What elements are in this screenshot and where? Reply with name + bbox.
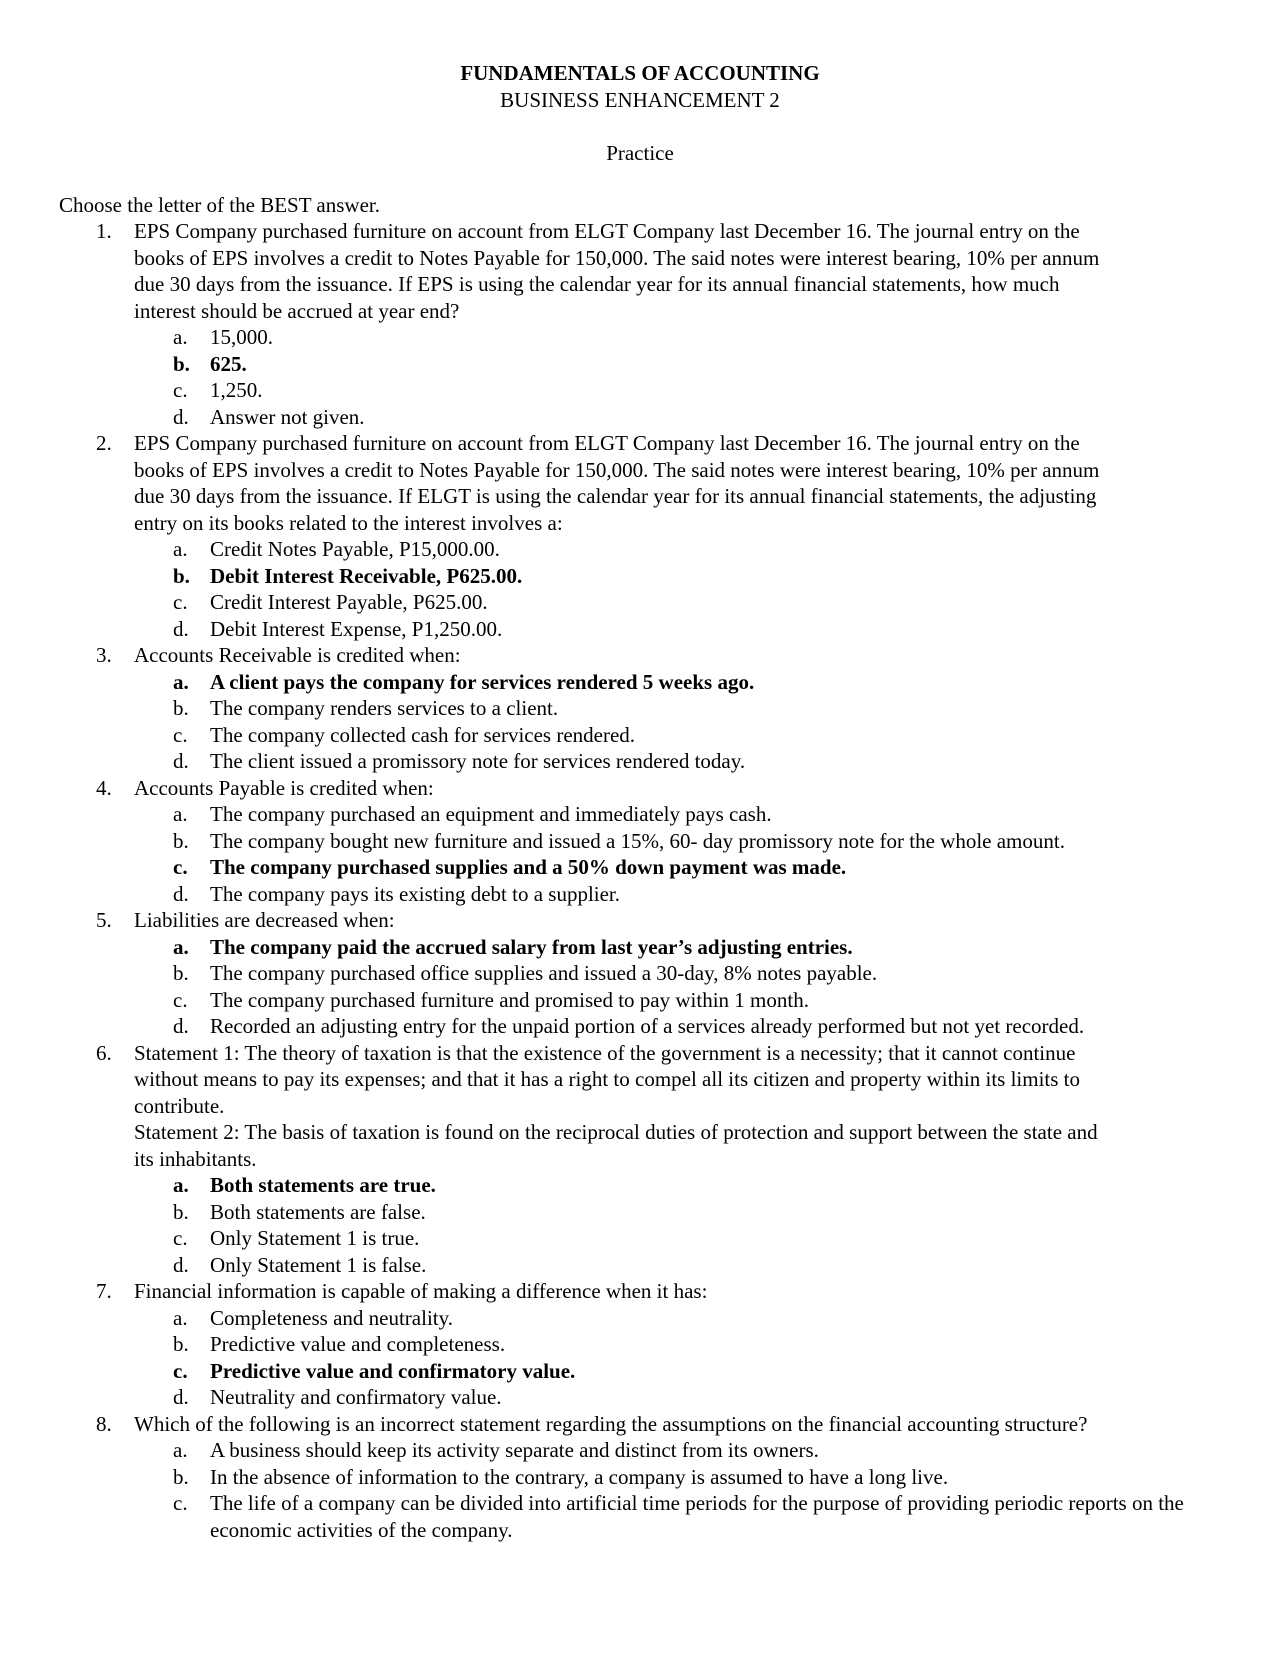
answer-option-a [0,1172,1210,1199]
option-text: The company purchased office supplies and issued a 30-day, 8% notes payable. [210,961,878,985]
option-text: A business should keep its activity separate and distinct from its owners. [210,1438,819,1462]
answer-option-b [0,563,1210,590]
option-letter: a. [173,325,188,349]
question-number: 1. [96,219,112,243]
option-text: The company purchased furniture and promised to pay within 1 month. [210,987,809,1012]
option-letter: b. [173,828,189,853]
answer-option-a [0,669,1210,696]
answer-option-c [0,1490,1210,1543]
answer-option-a [0,934,1210,961]
option-text: Credit Interest Payable, P625.00. [210,590,488,614]
answer-option-d [0,1252,1210,1279]
question-text-line: Statement 1: The theory of taxation is that the existence of the government is a necessity; that it cannot continue [134,1040,1076,1065]
option-text: Credit Notes Payable, P15,000.00. [210,537,500,561]
document-subtitle: BUSINESS ENHANCEMENT 2 [500,88,780,112]
option-text: The company pays its existing debt to a supplier. [210,881,621,906]
answer-option-d [0,1013,1210,1040]
question-number: 4. [96,775,112,800]
answer-option-b [0,1199,1210,1226]
question-text-line: books of EPS involves a credit to Notes Payable for 150,000. The said notes were interest bearing, 10% per annum [134,245,1100,270]
option-letter: d. [173,1252,189,1277]
option-text: The client issued a promissory note for services rendered today. [210,749,746,773]
answer-option-a [0,324,1210,351]
option-letter: c. [173,378,188,402]
option-text: Debit Interest Receivable, P625.00. [210,563,523,588]
option-text: Only Statement 1 is true. [210,1226,420,1250]
option-letter: b. [173,1332,189,1356]
option-letter: c. [173,1226,188,1250]
answer-option-c [0,854,1210,881]
option-text: Both statements are false. [210,1199,426,1224]
option-text: 1,250. [210,378,263,402]
option-text: In the absence of information to the contrary, a company is assumed to have a long live. [210,1464,949,1489]
option-text: Answer not given. [210,404,365,429]
option-text: The company purchased an equipment and immediately pays cash. [210,802,772,826]
question-text-line: EPS Company purchased furniture on account from ELGT Company last December 16. The journal entry on the [134,219,1080,243]
option-letter: d. [173,881,189,906]
option-text: Predictive value and completeness. [210,1332,506,1356]
option-text: A client pays the company for services rendered 5 weeks ago. [210,669,755,694]
question-text-line: Liabilities are decreased when: [134,908,395,932]
option-letter: d. [173,1014,189,1038]
answer-option-d [0,1384,1210,1411]
question-text-line: due 30 days from the issuance. If ELGT is using the calendar year for its annual financial statements, the adjusting [134,484,1097,508]
option-letter: a. [173,1438,188,1462]
option-letter: c. [173,722,188,747]
option-text: The company renders services to a client. [210,696,559,720]
question-number: 8. [96,1411,112,1436]
question-6 [0,1040,1209,1173]
answer-option-c [0,722,1210,749]
question-text-line: EPS Company purchased furniture on account from ELGT Company last December 16. The journal entry on the [134,431,1080,455]
answer-option-c [0,1358,1210,1385]
option-letter: d. [173,1385,189,1409]
document-title: FUNDAMENTALS OF ACCOUNTING [460,61,820,85]
question-text-line: Accounts Receivable is credited when: [134,643,461,667]
option-letter: d. [173,749,189,773]
question-list [0,218,1280,1543]
option-letter: d. [173,404,189,429]
answer-option-b [0,1464,1210,1491]
question-1 [0,218,1209,324]
option-text: The company collected cash for services rendered. [210,722,636,747]
option-text: Both statements are true. [210,1173,436,1197]
option-text: The life of a company can be divided into artificial time periods for the purpose of providing periodic reports on the economic activities of the company. [210,1491,1184,1542]
option-text: Neutrality and confirmatory value. [210,1385,502,1409]
answer-option-b [0,828,1210,855]
answer-option-c [0,1225,1210,1252]
question-2 [0,430,1209,536]
question-number: 7. [96,1279,112,1303]
answer-option-b [0,351,1210,378]
answer-option-d [0,404,1210,431]
question-3 [0,642,1209,669]
option-letter: b. [173,351,190,376]
question-text-line: Accounts Payable is credited when: [134,775,434,800]
question-number: 2. [96,431,112,455]
answer-option-c [0,589,1210,616]
question-text-line: entry on its books related to the interest involves a: [134,510,563,535]
question-7 [0,1278,1209,1305]
option-text: Only Statement 1 is false. [210,1252,427,1277]
option-letter: c. [173,987,188,1012]
document-practice-label: Practice [606,141,674,165]
option-letter: c. [173,855,188,879]
answer-option-a [0,1437,1210,1464]
answer-option-d [0,616,1210,643]
instructions: Choose the letter of the BEST answer. [59,193,380,217]
question-5 [0,907,1209,934]
option-text: Recorded an adjusting entry for the unpaid portion of a services already performed but not yet recorded. [210,1014,1085,1038]
answer-option-a [0,801,1210,828]
option-letter: c. [173,1491,188,1515]
option-letter: a. [173,537,188,561]
answer-option-b [0,695,1210,722]
option-letter: a. [173,1173,189,1197]
option-text: 625. [210,351,247,376]
question-text-line: Financial information is capable of making a difference when it has: [134,1279,708,1303]
question-text-line: its inhabitants. [134,1146,257,1171]
question-text-line: books of EPS involves a credit to Notes Payable for 150,000. The said notes were interest bearing, 10% per annum [134,457,1100,482]
option-text: 15,000. [210,325,273,349]
answer-option-c [0,987,1210,1014]
option-letter: b. [173,1464,189,1489]
question-text-line: without means to pay its expenses; and that it has a right to compel all its citizen and property within its limits to [134,1067,1081,1091]
option-letter: a. [173,802,188,826]
option-letter: a. [173,934,189,959]
question-number: 6. [96,1040,112,1065]
question-number: 5. [96,908,112,932]
option-letter: a. [173,1305,188,1330]
option-letter: c. [173,590,188,614]
answer-option-c [0,377,1210,404]
question-text-line: Which of the following is an incorrect statement regarding the assumptions on the financial accounting structure? [134,1411,1088,1436]
question-number: 3. [96,643,112,667]
option-text: Debit Interest Expense, P1,250.00. [210,616,503,641]
option-letter: b. [173,1199,189,1224]
option-text: The company bought new furniture and issued a 15%, 60- day promissory note for the whole amount. [210,828,1065,853]
option-text: The company purchased supplies and a 50% down payment was made. [210,855,847,879]
answer-option-b [0,960,1210,987]
option-letter: c. [173,1358,188,1383]
question-text-line: interest should be accrued at year end? [134,298,460,323]
option-text: Completeness and neutrality. [210,1305,453,1330]
option-letter: a. [173,669,189,694]
answer-option-d [0,748,1210,775]
question-text-line: Statement 2: The basis of taxation is found on the reciprocal duties of protection and support between the state and [134,1120,1098,1144]
answer-option-a [0,1305,1210,1332]
option-letter: b. [173,961,189,985]
answer-option-d [0,881,1210,908]
question-text-line: contribute. [134,1093,225,1118]
answer-option-b [0,1331,1210,1358]
question-8 [0,1411,1209,1438]
answer-option-a [0,536,1210,563]
option-text: The company paid the accrued salary from last year’s adjusting entries. [210,934,853,959]
option-text: Predictive value and confirmatory value. [210,1358,576,1383]
option-letter: d. [173,616,189,641]
question-text-line: due 30 days from the issuance. If EPS is using the calendar year for its annual financial statements, how much [134,272,1060,296]
option-letter: b. [173,696,189,720]
option-letter: b. [173,563,190,588]
question-4 [0,775,1209,802]
